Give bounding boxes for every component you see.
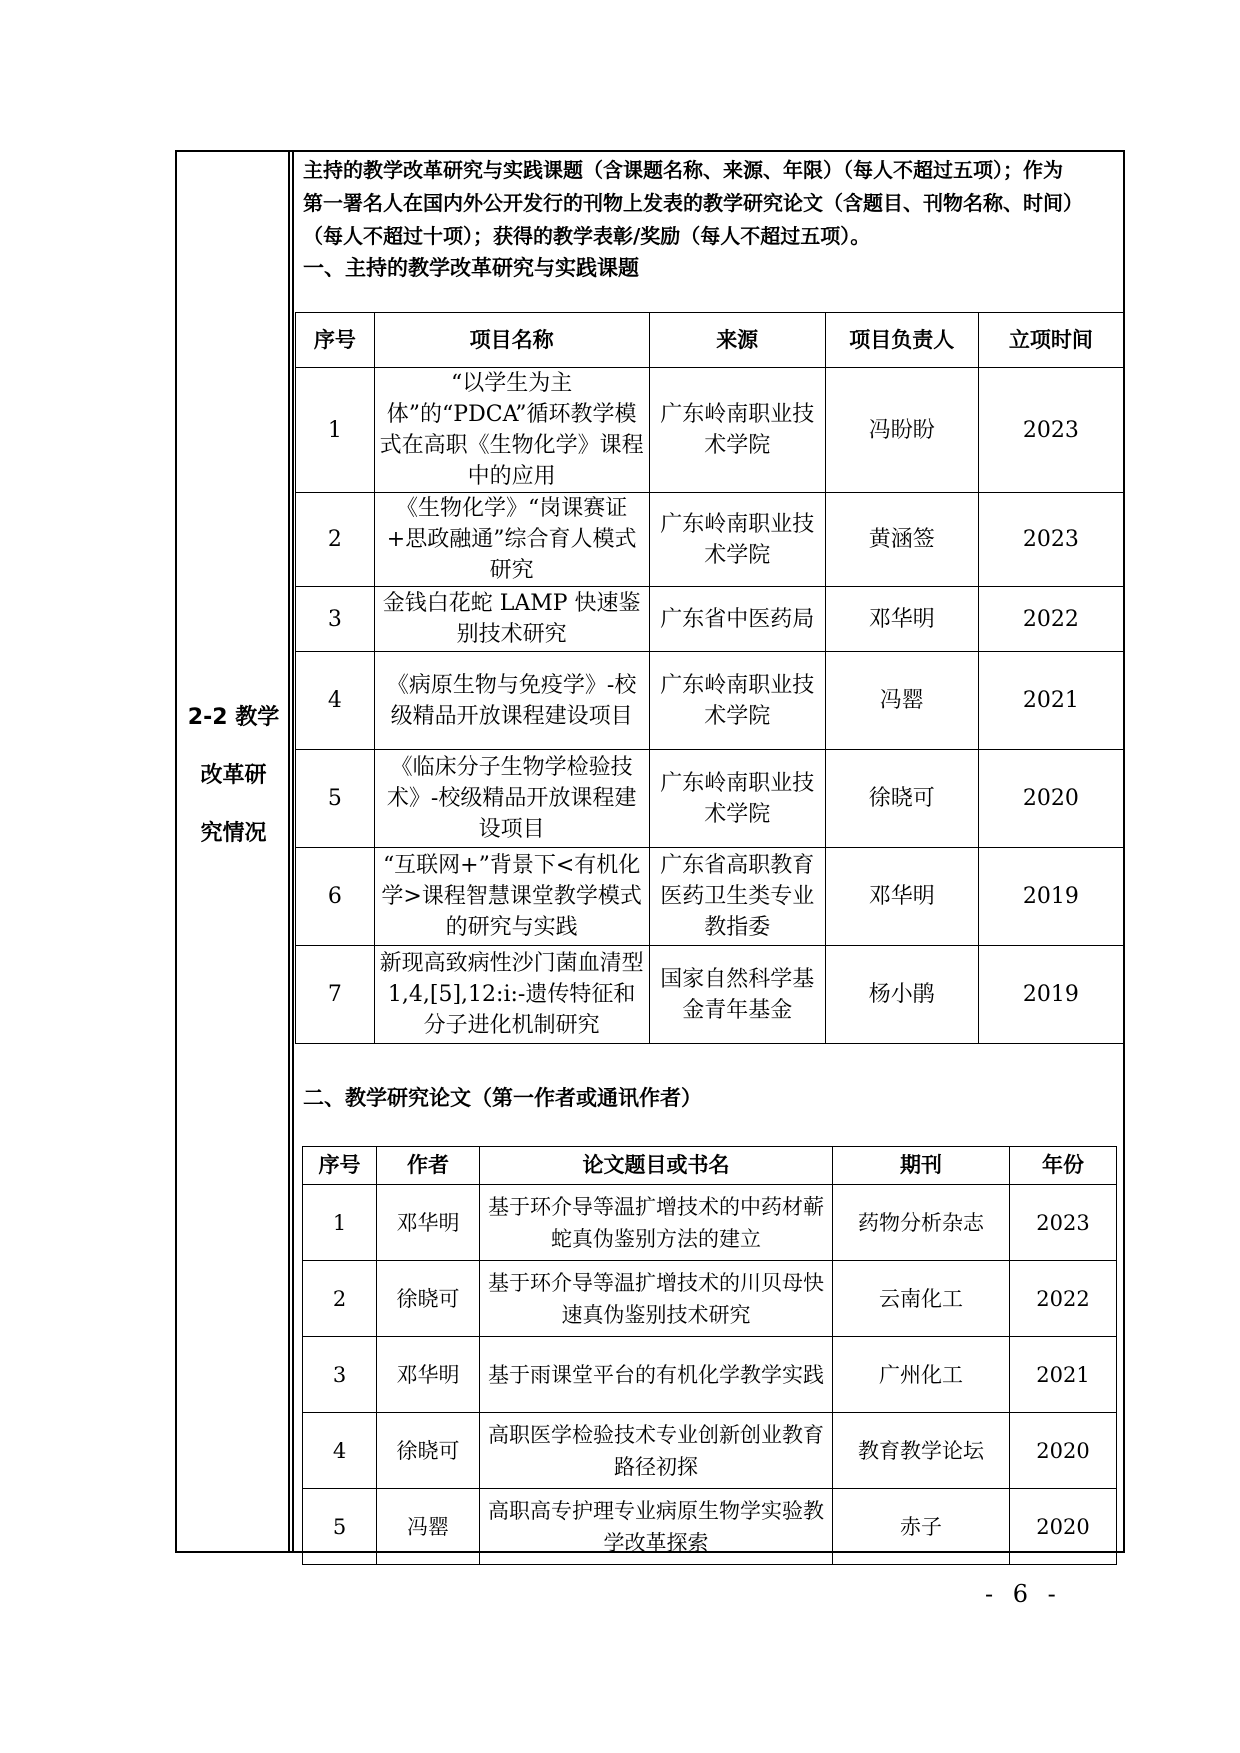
- cell-project-name: “互联网+”背景下<有机化学>课程智慧课堂教学模式的研究与实践: [374, 848, 649, 946]
- header-source: 来源: [649, 313, 825, 368]
- cell-leader: 邓华明: [825, 587, 978, 652]
- cell-no: 5: [296, 750, 375, 848]
- cell-no: 2: [296, 493, 375, 587]
- section-label-line-1: 2-2 教学: [187, 705, 280, 730]
- instructions-text: [303, 154, 1123, 253]
- cell-source: 广东岭南职业技术学院: [649, 493, 825, 587]
- cell-project-name: “以学生为主体”的“PDCA”循环教学模式在高职《生物化学》课程中的应用: [374, 368, 649, 493]
- cell-year: 2021: [1010, 1337, 1117, 1413]
- cell-source: 广东省中医药局: [649, 587, 825, 652]
- section2-heading: 二、教学研究论文（第一作者或通讯作者）: [303, 1086, 702, 1110]
- cell-year: 2020: [978, 750, 1123, 848]
- cell-year: 2019: [978, 848, 1123, 946]
- cell-journal: 赤子: [833, 1489, 1010, 1565]
- header-start-year: 立项时间: [978, 313, 1123, 368]
- cell-no: 2: [303, 1261, 377, 1337]
- cell-author: 徐晓可: [377, 1413, 480, 1489]
- page-number: - 6 -: [985, 1580, 1062, 1608]
- cell-year: 2020: [1010, 1489, 1117, 1565]
- instructions-line: （每人不超过十项）；获得的教学表彰/奖励（每人不超过五项）。: [303, 224, 871, 248]
- cell-no: 3: [296, 587, 375, 652]
- section-label-cell: [177, 152, 290, 1551]
- cell-leader: 黄涵签: [825, 493, 978, 587]
- cell-title: 基于雨课堂平台的有机化学教学实践: [480, 1337, 833, 1413]
- header-no: 序号: [296, 313, 375, 368]
- table-row: [296, 652, 1124, 750]
- cell-journal: 教育教学论坛: [833, 1413, 1010, 1489]
- cell-journal: 云南化工: [833, 1261, 1010, 1337]
- double-rule: [292, 152, 294, 1551]
- cell-title: 基于环介导等温扩增技术的川贝母快速真伪鉴别技术研究: [480, 1261, 833, 1337]
- cell-year: 2023: [978, 493, 1123, 587]
- cell-project-name: 金钱白花蛇 LAMP 快速鉴别技术研究: [374, 587, 649, 652]
- header-author: 作者: [377, 1147, 480, 1185]
- table-row: [303, 1489, 1117, 1565]
- cell-no: 7: [296, 946, 375, 1044]
- cell-no: 4: [303, 1413, 377, 1489]
- cell-journal: 广州化工: [833, 1337, 1010, 1413]
- cell-year: 2020: [1010, 1413, 1117, 1489]
- cell-leader: 冯盼盼: [825, 368, 978, 493]
- cell-leader: 邓华明: [825, 848, 978, 946]
- section-label-line-2: 改革研: [200, 763, 267, 788]
- cell-source: 广东省高职教育医药卫生类专业教指委: [649, 848, 825, 946]
- cell-source: 国家自然科学基金青年基金: [649, 946, 825, 1044]
- table-row: [296, 848, 1124, 946]
- cell-year: 2022: [1010, 1261, 1117, 1337]
- papers-table: [302, 1146, 1117, 1565]
- cell-project-name: 新现高致病性沙门菌血清型 1,4,[5],12:i:-遗传特征和分子进化机制研究: [374, 946, 649, 1044]
- cell-project-name: 《临床分子生物学检验技术》-校级精品开放课程建设项目: [374, 750, 649, 848]
- instructions-line: 第一署名人在国内外公开发行的刊物上发表的教学研究论文（含题目、刊物名称、时间）: [303, 191, 1083, 215]
- table-row: [296, 493, 1124, 587]
- cell-no: 3: [303, 1337, 377, 1413]
- cell-author: 邓华明: [377, 1185, 480, 1261]
- header-project-name: 项目名称: [374, 313, 649, 368]
- cell-source: 广东岭南职业技术学院: [649, 368, 825, 493]
- header-no: 序号: [303, 1147, 377, 1185]
- section-label-line-3: 究情况: [200, 821, 267, 846]
- cell-project-name: 《病原生物与免疫学》-校级精品开放课程建设项目: [374, 652, 649, 750]
- cell-no: 1: [303, 1185, 377, 1261]
- cell-author: 邓华明: [377, 1337, 480, 1413]
- cell-no: 1: [296, 368, 375, 493]
- cell-leader: 冯罂: [825, 652, 978, 750]
- table-row: [303, 1185, 1117, 1261]
- section1-heading: 一、主持的教学改革研究与实践课题: [303, 256, 639, 280]
- cell-no: 6: [296, 848, 375, 946]
- cell-no: 5: [303, 1489, 377, 1565]
- cell-year: 2022: [978, 587, 1123, 652]
- cell-no: 4: [296, 652, 375, 750]
- cell-title: 基于环介导等温扩增技术的中药材蕲蛇真伪鉴别方法的建立: [480, 1185, 833, 1261]
- cell-leader: 杨小鹃: [825, 946, 978, 1044]
- cell-source: 广东岭南职业技术学院: [649, 750, 825, 848]
- cell-year: 2023: [978, 368, 1123, 493]
- cell-author: 冯罂: [377, 1489, 480, 1565]
- header-year: 年份: [1010, 1147, 1117, 1185]
- table-row: [296, 587, 1124, 652]
- projects-table: [295, 312, 1124, 1044]
- header-journal: 期刊: [833, 1147, 1010, 1185]
- cell-year: 2023: [1010, 1185, 1117, 1261]
- cell-project-name: 《生物化学》“岗课赛证+思政融通”综合育人模式研究: [374, 493, 649, 587]
- cell-year: 2019: [978, 946, 1123, 1044]
- cell-source: 广东岭南职业技术学院: [649, 652, 825, 750]
- form-frame: [175, 150, 1125, 1553]
- table-row: [296, 368, 1124, 493]
- table-row: [296, 750, 1124, 848]
- projects-header-row: [296, 313, 1124, 368]
- cell-leader: 徐晓可: [825, 750, 978, 848]
- header-title: 论文题目或书名: [480, 1147, 833, 1185]
- table-row: [303, 1261, 1117, 1337]
- instructions-line: 主持的教学改革研究与实践课题（含课题名称、来源、年限）（每人不超过五项）；作为: [303, 158, 1063, 182]
- cell-title: 高职高专护理专业病原生物学实验教学改革探索: [480, 1489, 833, 1565]
- table-row: [303, 1413, 1117, 1489]
- cell-journal: 药物分析杂志: [833, 1185, 1010, 1261]
- cell-year: 2021: [978, 652, 1123, 750]
- header-leader: 项目负责人: [825, 313, 978, 368]
- papers-header-row: [303, 1147, 1117, 1185]
- table-row: [296, 946, 1124, 1044]
- table-row: [303, 1337, 1117, 1413]
- cell-title: 高职医学检验技术专业创新创业教育路径初探: [480, 1413, 833, 1489]
- cell-author: 徐晓可: [377, 1261, 480, 1337]
